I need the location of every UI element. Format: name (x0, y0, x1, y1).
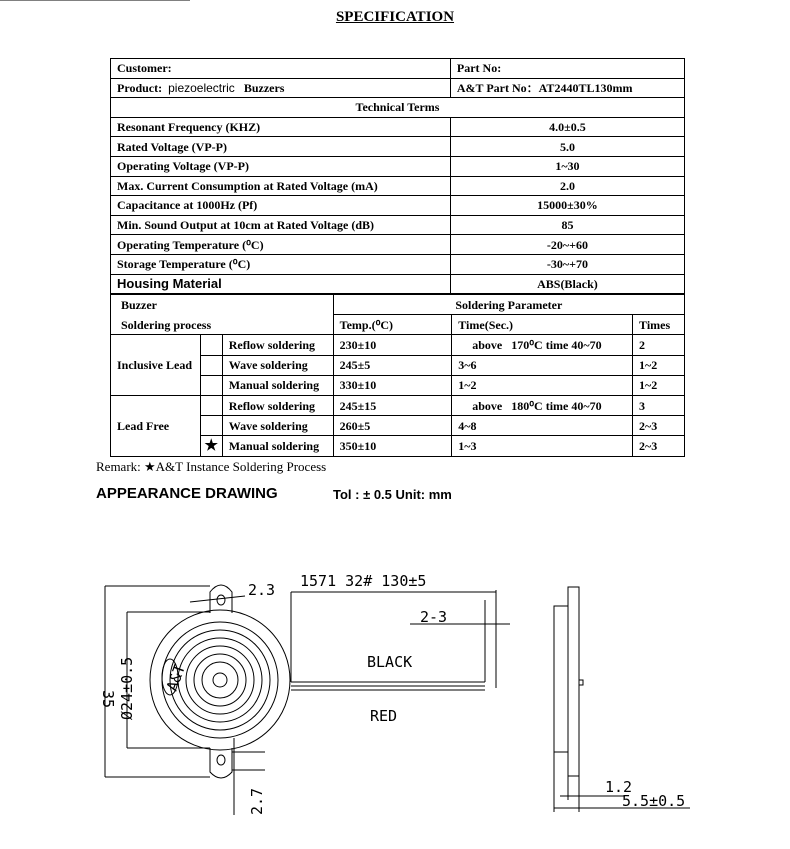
col-temp: Temp.(⁰C) (333, 315, 452, 335)
tolerance: Tol : ± 0.5 Unit: mm (333, 487, 452, 502)
star-icon: ★ (200, 436, 222, 456)
spec-name: Capacitance at 1000Hz (Pf) (111, 196, 451, 216)
method: Wave soldering (222, 355, 333, 375)
times: 3 (633, 395, 685, 415)
appearance-heading: APPEARANCE DRAWING (96, 485, 278, 502)
temp: 350±10 (333, 436, 452, 456)
col-times: Times (633, 315, 685, 335)
spec-value: ABS(Black) (450, 274, 684, 294)
customer-label: Customer: (111, 59, 451, 79)
temp: 260±5 (333, 416, 452, 436)
time: 3~6 (452, 355, 633, 375)
spec-name: Housing Material (111, 274, 451, 294)
group-inclusive-lead: Inclusive Lead (111, 335, 201, 396)
time: 1~2 (452, 375, 633, 395)
strip-dimension: 2-3 (420, 608, 448, 626)
spec-value: 1~30 (450, 156, 684, 176)
remark: Remark: ★A&T Instance Soldering Process (96, 459, 327, 474)
spec-name: Storage Temperature (⁰C) (111, 254, 451, 274)
col-time: Time(Sec.) (452, 315, 633, 335)
part-no-label: Part No: (450, 59, 684, 79)
temp: 330±10 (333, 375, 452, 395)
depth-dimension: 5.5±0.5 (622, 792, 686, 810)
temp: 230±10 (333, 335, 452, 355)
logo-text: A&T (162, 661, 190, 694)
times: 2 (633, 335, 685, 355)
spec-name: Operating Voltage (VP-P) (111, 156, 451, 176)
diameter-dimension: Ø24±0.5 (118, 656, 136, 720)
soldering-process-label: Soldering process (111, 315, 334, 335)
wire-dimension: 1571 32# 130±5 (300, 572, 427, 590)
time: 1~3 (452, 436, 633, 456)
technical-terms-heading: Technical Terms (111, 98, 685, 118)
temp: 245±15 (333, 395, 452, 415)
group-lead-free: Lead Free (111, 395, 201, 456)
spec-name: Operating Temperature (⁰C) (111, 235, 451, 255)
product-label: Product: (117, 80, 163, 95)
height-dimension: 35 (99, 690, 117, 709)
product-value: piezoelectric (168, 80, 235, 95)
method: Reflow soldering (222, 335, 333, 355)
spec-name: Max. Current Consumption at Rated Voltage (mA) (111, 176, 451, 196)
spec-name: Resonant Frequency (KHZ) (111, 117, 451, 137)
wire-label-black: BLACK (367, 653, 413, 671)
wire-label-red: RED (370, 707, 398, 725)
thickness-dimension: 1.2 (605, 778, 633, 796)
method: Manual soldering (222, 375, 333, 395)
times: 1~2 (633, 355, 685, 375)
product-value2: Buzzers (243, 80, 285, 95)
tab-dimension: 2.7 (248, 787, 266, 815)
page-title: SPECIFICATION (335, 9, 455, 25)
time: above 180⁰C time 40~70 (452, 395, 633, 415)
times: 1~2 (633, 375, 685, 395)
buzzer-label: Buzzer (111, 295, 334, 315)
time: above 170⁰C time 40~70 (452, 335, 633, 355)
hole-dimension: 2.3 (248, 581, 276, 599)
spec-value: -30~+70 (450, 254, 684, 274)
spec-value: 85 (450, 215, 684, 235)
times: 2~3 (633, 436, 685, 456)
spec-value: -20~+60 (450, 235, 684, 255)
spec-value: 4.0±0.5 (450, 117, 684, 137)
method: Reflow soldering (222, 395, 333, 415)
temp: 245±5 (333, 355, 452, 375)
soldering-parameter-heading: Soldering Parameter (333, 295, 684, 315)
spec-value: 5.0 (450, 137, 684, 157)
method: Wave soldering (222, 416, 333, 436)
spec-name: Rated Voltage (VP-P) (111, 137, 451, 157)
spec-name: Min. Sound Output at 10cm at Rated Voltage (dB) (111, 215, 451, 235)
time: 4~8 (452, 416, 633, 436)
method: Manual soldering (222, 436, 333, 456)
at-part-no: A&T Part No：AT2440TL130mm (450, 78, 684, 98)
spec-value: 2.0 (450, 176, 684, 196)
times: 2~3 (633, 416, 685, 436)
spec-value: 15000±30% (450, 196, 684, 216)
